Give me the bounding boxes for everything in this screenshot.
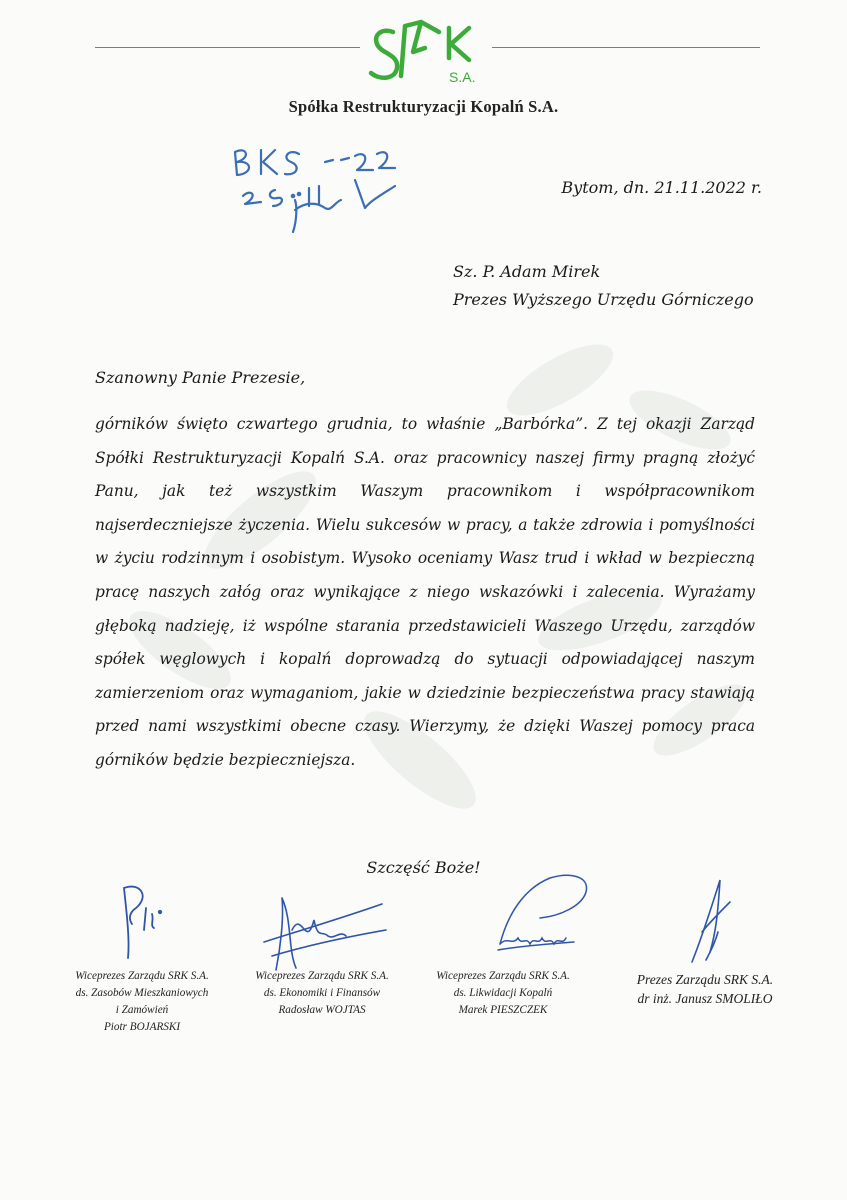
- signatory-department: ds. Likwidacji Kopalń: [453, 987, 553, 999]
- signature-pieszczek: [490, 866, 600, 956]
- signatory-wojtas: [232, 968, 412, 1019]
- signatory-smolilo: [600, 970, 810, 1008]
- signatory-title: Wiceprezes Zarządu SRK S.A.: [75, 970, 209, 982]
- signatory-department: ds. Ekonomiki i Finansów: [263, 987, 381, 999]
- signatory-title: Wiceprezes Zarządu SRK S.A.: [255, 970, 389, 982]
- addressee-name: Sz. P. Adam Mirek: [453, 262, 601, 281]
- signature-wojtas: [262, 890, 392, 980]
- signatory-name: Piotr BOJARSKI: [103, 1021, 181, 1033]
- closing: Szczęść Boże!: [366, 858, 481, 877]
- letter-date: Bytom, dn. 21.11.2022 r.: [561, 178, 762, 197]
- logo-sa-text: S.A.: [449, 69, 476, 85]
- handwritten-annotation: [225, 140, 405, 240]
- letter-body: górników święto czwartego grudnia, to właśnie „Barbórka”. Z tej okazji Zarząd Spółki Restrukturyzacji Kopalń S.A. oraz pracownicy naszej firmy pragną złożyć Panu, jak też wszystkim Waszym pracownikom i współpracownikom najserdeczniejsze życzenia. Wielu sukcesów w pracy, a także zdrowia i pomyślności w życiu rodzinnym i osobistym. Wysoko oceniamy Wasz trud i wkład w bezpieczną pracę naszych załóg oraz wynikające z niego wskazówki i zalecenia. Wyrażamy głęboką nadzieję, iż wspólne starania przedstawicieli Waszego Urzędu, zarządów spółek węglowych i kopalń doprowadzą do sytuacji odpowiadającej naszym zamierzeniom oraz wymaganiom, jakie w dziedzinie bezpieczeństwa pracy stawiają przed nami wszystkimi obecne czasy. Wierzymy, że dzięki Waszej pomocy praca górników będzie bezpieczniejsza.: [95, 415, 755, 769]
- addressee: [453, 258, 754, 314]
- signature-smolilo: [680, 872, 750, 972]
- signatory-name: Radosław WOJTAS: [278, 1004, 366, 1016]
- header-rule-right: [492, 47, 760, 48]
- addressee-title: Prezes Wyższego Urzędu Górniczego: [453, 290, 754, 309]
- signatory-name: dr inż. Janusz SMOLIŁO: [637, 991, 773, 1006]
- signatory-department: i Zamówień: [115, 1004, 169, 1016]
- signatory-name: Marek PIESZCZEK: [458, 1004, 548, 1016]
- signatory-title: Wiceprezes Zarządu SRK S.A.: [436, 970, 570, 982]
- signature-bojarski: [110, 878, 180, 968]
- srk-logo: [365, 18, 485, 88]
- header-rule-left: [95, 47, 360, 48]
- signatory-department: ds. Zasobów Mieszkaniowych: [75, 987, 209, 999]
- signatory-pieszczek: [413, 968, 593, 1019]
- company-name: Spółka Restrukturyzacji Kopalń S.A.: [288, 97, 559, 116]
- salutation: Szanowny Panie Prezesie,: [95, 368, 306, 387]
- signatory-bojarski: [52, 968, 232, 1036]
- signatory-title: Prezes Zarządu SRK S.A.: [636, 972, 774, 987]
